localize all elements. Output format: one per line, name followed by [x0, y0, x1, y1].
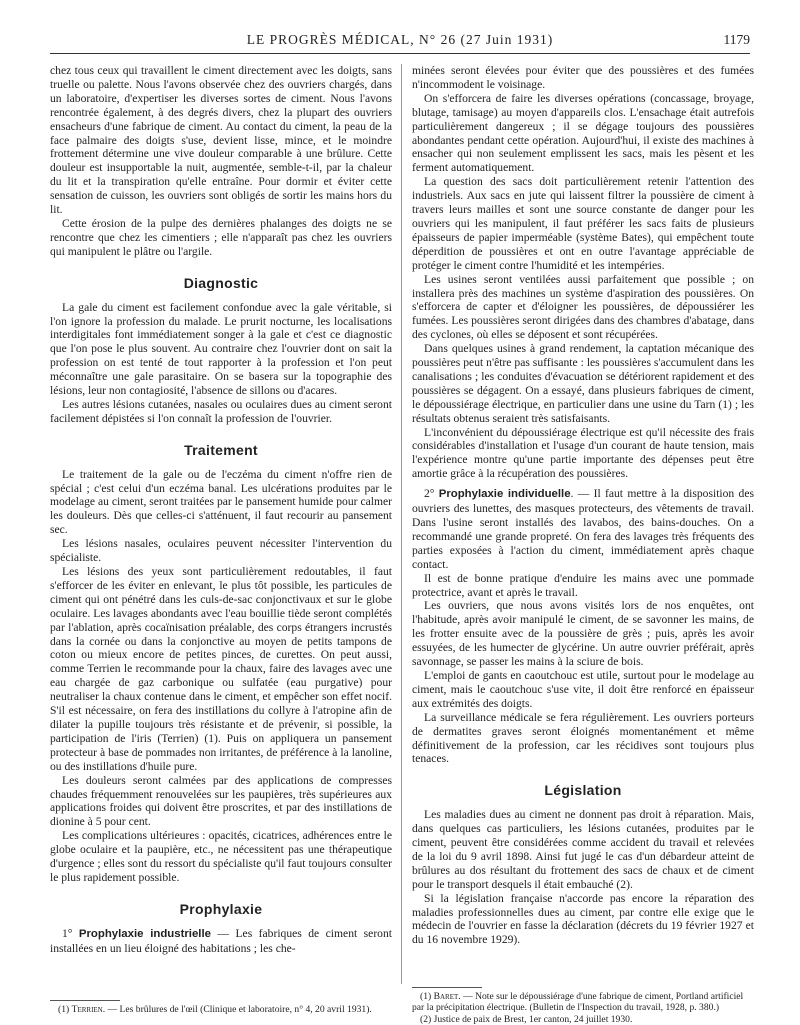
paragraph-text: — Les fabriques de ciment seront installées en un lieu éloigné des habitations ; les che-: [50, 926, 392, 955]
running-title: LE PROGRÈS MÉDICAL, N° 26 (27 Juin 1931): [246, 32, 554, 47]
paragraph: La question des sacs doit particulièrement retenir l'attention des industriels. Aux sacs en jute qui laissent filtrer la poussière de ciment à travers leurs mailles et sont une source constante de danger pour les ouvriers qui les manipulent, il faut préférer les sacs faits de plusieurs épaisseurs de papier imperméable (système Bates), qui empêchent toute déperdition de poussières et ont en outre l'avantage appréciable de protéger le ciment contre l'humidité et les intempéries.: [412, 175, 754, 272]
paragraph: La gale du ciment est facilement confondue avec la gale véritable, si l'on ignore la profession du malade. Le prurit nocturne, les localisations interdigitales font immédiatement songer à la gale et c'est ce diagnostic que l'on pose le plus souvent. Au contraire chez l'ouvrier dont on sait la profession on est tenté de tout rapporter à la profession et l'on peut méconnaître une gale parasitaire. On se basera sur la topographie des lésions, leur non contagiosité, l'absence de sillons ou d'acares.: [50, 300, 392, 398]
paragraph: L'emploi de gants en caoutchouc est utile, surtout pour le modelage au ciment, mais le caoutchouc s'use vite, il doit être renforcé en épaisseur aux extrémités des doigts.: [412, 668, 754, 710]
paragraph: Dans quelques usines à grand rendement, la captation mécanique des poussières peut n'être pas suffisante : les poussières s'accumulent dans les canalisations ; les conduites d'évacuation se détériorent rapidement et des poussières se dégagent. On a essayé, dans plusieurs fabriques de ciment, le dépoussiérage électrique, en particulier dans une usine du Tarn (1) ; les résultats obtenus seraient très satisfaisants.: [412, 342, 754, 425]
left-column: [50, 64, 392, 956]
section-heading-prophylaxie: Prophylaxie: [179, 900, 263, 917]
footnote-marker: (1): [420, 991, 432, 1002]
paragraph: Il est de bonne pratique d'enduire les mains avec une pommade protectrice, avant et après le travail.: [412, 571, 754, 599]
footnote: [50, 1004, 392, 1015]
paragraph: Les maladies dues au ciment ne donnent pas droit à réparation. Mais, dans quelques cas particuliers, les lésions cutanées, produites par le ciment, peuvent être considérées comme accident du travail et relevées de la loi du 9 avril 1898. Ainsi fut jugé le cas d'un débardeur atteint de brûlures au dos résultant du frottement des sacs de chaux et de ciment pour le transport desquels il était embauché (2).: [412, 808, 754, 891]
section-heading-legislation: Législation: [544, 782, 622, 799]
subsection-number: 2°: [424, 487, 435, 501]
section-heading-traitement: Traitement: [184, 441, 258, 458]
subsection-number: 1°: [62, 926, 73, 940]
paragraph: L'inconvénient du dépoussiérage électrique est qu'il nécessite des frais considérables d'installation et l'usage d'un courant de haute tension, mais l'expérience montre qu'une partie importante des dépenses peut être amortie grâce à la récupération des poussières.: [412, 425, 754, 481]
footnote-marker: (1): [58, 1004, 70, 1015]
paragraph: Le traitement de la gale ou de l'eczéma du ciment n'offre rien de spécial ; c'est celui d'un eczéma banal. Les ulcérations produites par le modelage au ciment, seront traitées par le pansement humide pour calmer les douleurs. Dès que celles-ci s'atténuent, il faut recourir au pansement sec.: [50, 467, 392, 537]
paragraph: On s'efforcera de faire les diverses opérations (concassage, broyage, blutage, tamisage) au moyen d'appareils clos. L'ensachage était autrefois particulièrement dangereux ; il se dégage toujours des poussières abondantes pendant cette opération. Aujourd'hui, il existe des machines à ensacher qui non seulement emplissent les sacs, mais les pèsent et les ferment automatiquement.: [412, 91, 754, 175]
paragraph: [412, 487, 754, 571]
subsection-label: Prophylaxie individuelle: [438, 488, 571, 501]
paragraph: Si la législation française n'accorde pas encore la réparation des maladies professionnelles dues au ciment, par contre elle exige que le médecin de l'ouvrier en fasse la déclaration (décrets du 19 février 1927 et du 16 novembre 1929).: [412, 891, 754, 947]
footnote-author: Baret.: [433, 991, 461, 1002]
paragraph-text: . — Il faut mettre à la disposition des ouvriers des lunettes, des masques protecteurs, des vêtements de travail. Dans l'usine seront installés des lavabos, des bains-douches. On a recommandé une grande propreté. On fera des lavages très fréquents des parties exposées à l'action du ciment, immédiatement après chaque contact.: [412, 487, 754, 571]
footnote-text: — Note sur le dépoussiérage d'une fabrique de ciment, Portland artificiel par la précipitation électrique. (Bulletin de l'Inspection du travail, 1928, p. 380.): [412, 991, 744, 1014]
paragraph: La surveillance médicale se fera régulièrement. Les ouvriers porteurs de dermatites graves seront éloignés momentanément et même définitivement de la profession, car les récidives sont toujours plus tenaces.: [412, 710, 754, 766]
paragraph: Les ouvriers, que nous avons visités lors de nos enquêtes, ont l'habitude, après avoir manipulé le ciment, de se savonner les mains, de les frotter ensuite avec de la poussière de grès ; puis, après les avoir essuyées, de les humecter de glycérine. Un autre ouvrier préférait, après savonnage, se passer les mains à la sciure de bois.: [412, 599, 754, 669]
header-rule: [50, 53, 750, 54]
paragraph: Les usines seront ventilées aussi parfaitement que possible ; on installera près des machines un système d'aspiration des poussières. On s'efforcera de capter et d'éloigner les poussières, de dépoussiérer les fumées. Les poussières seront dirigées dans des chambres d'abatage, dans des cyclones, où elles se déposent et sont récupérées.: [412, 272, 754, 342]
footnote: [412, 991, 754, 1014]
section-heading-diagnostic: Diagnostic: [183, 274, 259, 291]
page-header: [50, 32, 750, 50]
right-column: [412, 64, 754, 947]
paragraph: chez tous ceux qui travaillent le ciment directement avec les doigts, sans truelle ou palette. Nous l'avons observée chez des ouvriers chargés, dans un laboratoire, d'expertiser les diverses sortes de ciment. Nous l'avons rencontrée également, à des degrés divers, chez la plupart des ouvriers ensacheurs d'une fabrique de ciment. Au contact du ciment, la peau de la face palmaire des doigts s'use, devient lisse, mince, et le moindre frottement détermine une vive douleur comparable à une brûlure. Cette douleur est insupportable la nuit, augmentée, semble-t-il, par la chaleur du lit et la transpiration qu'elle entraîne. Pour dormir et éviter cette sensation de cuisson, les ouvriers sont obligés de sortir les mains hors du lit.: [50, 64, 392, 217]
paragraph: Les lésions nasales, oculaires peuvent nécessiter l'intervention du spécialiste.: [50, 537, 392, 565]
paragraph: minées seront élevées pour éviter que des poussières et des fumées n'incommodent le voisinage.: [412, 64, 754, 91]
page-number: 1179: [723, 32, 750, 47]
footnote-text: — Les brûlures de l'œil (Clinique et laboratoire, n° 4, 20 avril 1931).: [105, 1004, 372, 1015]
left-footnotes: [50, 996, 392, 1015]
paragraph: Les complications ultérieures : opacités, cicatrices, adhérences entre le globe oculaire et la paupière, etc., ne nécessitent pas une thérapeutique d'urgence ; elles sont du ressort du spécialiste qu'il faut toujours consulter le plus rapidement possible.: [50, 829, 392, 884]
subsection-label: Prophylaxie industrielle: [78, 927, 211, 940]
footnote-author: Terrien.: [71, 1004, 106, 1015]
column-divider: [401, 64, 402, 984]
paragraph: [50, 927, 392, 956]
footnote-rule: [50, 1000, 120, 1001]
footnote-rule: [412, 987, 482, 988]
paragraph: Cette érosion de la pulpe des dernières phalanges des doigts ne se rencontre que chez les cimentiers ; elle n'apparaît pas chez les ouvriers qui manipulent le plâtre ou l'argile.: [50, 216, 392, 258]
paragraph: Les autres lésions cutanées, nasales ou oculaires dues au ciment seront facilement dépistées si l'on connaît la profession de l'ouvrier.: [50, 397, 392, 425]
right-footnotes: [412, 983, 754, 1025]
paragraph: Les lésions des yeux sont particulièrement redoutables, il faut s'efforcer de les éviter en enlevant, le plus tôt possible, les particules de ciment qui ont pénétré dans les culs-de-sac conjonctivaux et sur le globe oculaire. Les lavages abondants avec l'eau bouillie tiède seront complétés par l'ablation, après cocaïnisation préalable, des corps étrangers incrustés dans la cornée ou dans la conjonctive au moyen de petits tampons de coton ou mieux encore de petites pinces, de curettes. On peut aussi, comme Terrien le recommande pour la chaux, faire des lavages avec une eau chargée de gaz carbonique ou sulfatée (eau purgative) pour neutraliser la chaux contenue dans le ciment, et empêcher son effet nocif. S'il est nécessaire, on fera des instillations du collyre à l'atropine afin de dilater la pupille toujours très résistante et de prévenir, si possible, la participation de l'iris (Terrien) (1). Puis on appliquera un pansement protecteur à base de pommades non irritantes, de préférence à la lanoline, ou des instillations d'huile pure.: [50, 565, 392, 773]
footnote: (2) Justice de paix de Brest, 1er canton, 24 juillet 1930.: [420, 1013, 633, 1025]
paragraph: Les douleurs seront calmées par des applications de compresses chaudes fréquemment renouvelées sur les paupières, très supérieures aux applications froides qui doivent être proscrites, et par des instillations de dionine à 5 pour cent.: [50, 773, 392, 829]
